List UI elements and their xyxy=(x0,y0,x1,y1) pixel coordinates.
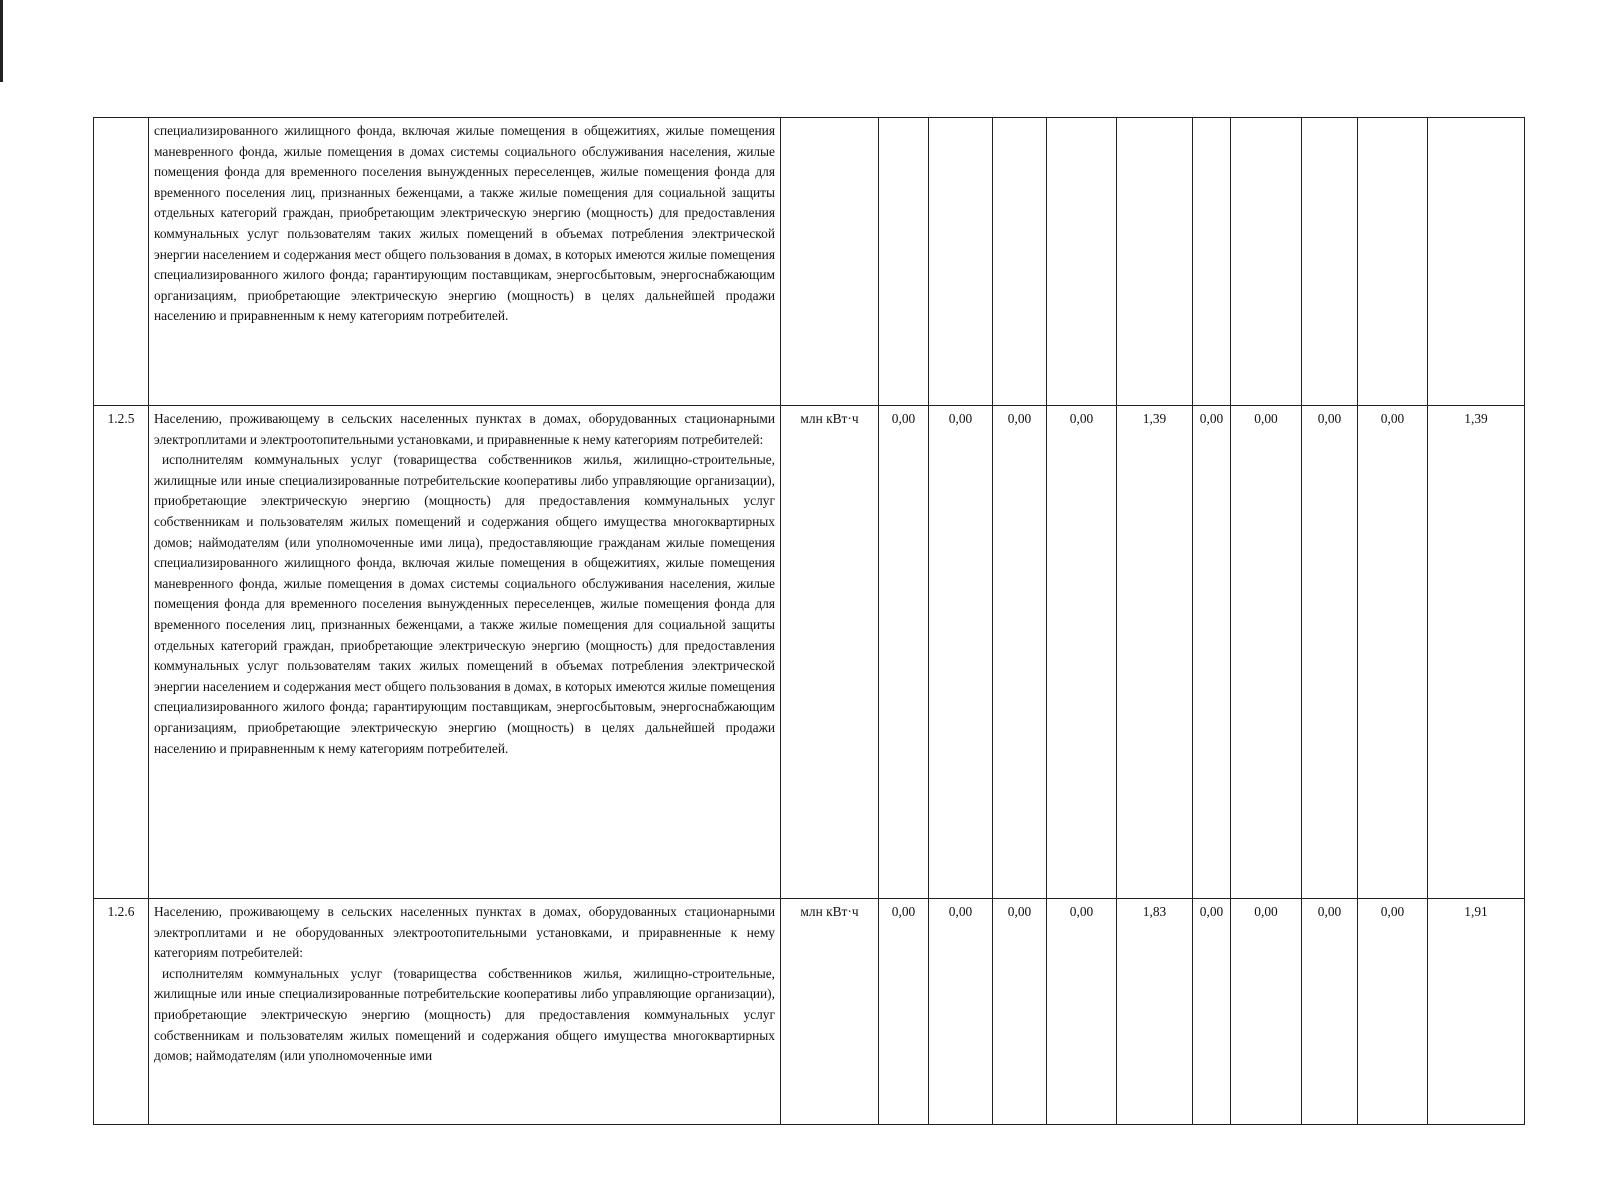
value-cell: 0,00 xyxy=(1302,899,1358,1125)
value-cell xyxy=(1117,118,1193,406)
value-cell: 0,00 xyxy=(1193,899,1231,1125)
row-number: 1.2.6 xyxy=(94,899,149,1125)
value-cell xyxy=(1358,118,1428,406)
value-cell xyxy=(1428,118,1525,406)
value-cell xyxy=(1231,118,1302,406)
value-cell: 0,00 xyxy=(1047,406,1117,899)
row-description xyxy=(149,118,781,406)
value-cell: 0,00 xyxy=(993,899,1047,1125)
value-cell xyxy=(879,118,929,406)
description-paragraph: исполнителям коммунальных услуг (товарищества собственников жилья, жилищно-строительные, жилищные или иные специализированные потребительские кооперативы либо управляющие организации), приобретающие электрическую энергию (мощность) для предоставления коммунальных услуг собственникам и пользователям жилых помещений и содержания общего имущества многоквартирных домов; наймодателям (или уполномоченные ими xyxy=(154,965,775,1064)
value-cell: 0,00 xyxy=(1193,406,1231,899)
value-cell xyxy=(929,118,993,406)
value-cell: 0,00 xyxy=(1231,899,1302,1125)
description-paragraph: исполнителям коммунальных услуг (товарищества собственников жилья, жилищно-строительные, жилищные или иные специализированные потребительские кооперативы либо управляющие организации), приобретающие электрическую энергию (мощность) для предоставления коммунальных услуг собственникам и пользователям жилых помещений и содержания общего имущества многоквартирных домов; наймодателям (или уполномоченные ими лица), предоставляющие гражданам жилые помещения специализированного жилищного фонда, включая жилые помещения в общежитиях, жилые помещения маневренного фонда, жилые помещения в домах системы социального обслуживания населения, жилые помещения фонда для временного поселения вынужденных переселенцев, жилые помещения фонда для временного поселения лиц, признанных беженцами, а также жилые помещения для социальной защиты отдельных категорий граждан, приобретающие электрическую энергию (мощность) для предоставления коммунальных услуг пользователям таких жилых помещений в объемах потребления электрической энергии населением и содержания мест общего пользования в домах, в которых имеются жилые помещения специализированного жилого фонда; гарантирующим поставщикам, энергосбытовым, энергоснабжающим организациям, приобретающие электрическую энергию (мощность) в целях дальнейшей продажи населению и приравненным к нему категориям потребителей. xyxy=(154,452,775,756)
value-cell: 0,00 xyxy=(1231,406,1302,899)
value-cell: 0,00 xyxy=(929,406,993,899)
row-description xyxy=(149,406,781,899)
row-number xyxy=(94,118,149,406)
value-cell: 0,00 xyxy=(929,899,993,1125)
row-description xyxy=(149,899,781,1125)
row-unit: млн кВт·ч xyxy=(781,406,879,899)
description-paragraph: специализированного жилищного фонда, включая жилые помещения в общежитиях, жилые помещения маневренного фонда, жилые помещения в домах системы социального обслуживания населения, жилые помещения фонда для временного поселения вынужденных переселенцев, жилые помещения фонда для временного поселения лиц, признанных беженцами, а также жилые помещения для социальной защиты отдельных категорий граждан, приобретающим электрическую энергию (мощность) для предоставления коммунальных услуг пользователям таких жилых помещений в объемах потребления электрической энергии населением и содержания мест общего пользования в домах, в которых имеются жилые помещения специализированного жилого фонда; гарантирующим поставщикам, энергосбытовым, энергоснабжающим организациям, приобретающие электрическую энергию (мощность) в целях дальнейшей продажи населению и приравненным к нему категориям потребителей. xyxy=(154,123,775,324)
table-row xyxy=(94,899,1525,1125)
value-cell: 0,00 xyxy=(1358,899,1428,1125)
value-cell: 0,00 xyxy=(1302,406,1358,899)
value-cell: 1,83 xyxy=(1117,899,1193,1125)
tariff-table xyxy=(93,117,1525,1125)
value-cell xyxy=(993,118,1047,406)
value-cell: 0,00 xyxy=(1358,406,1428,899)
description-paragraph: Населению, проживающему в сельских населенных пунктах в домах, оборудованных стационарными электроплитами и не оборудованных электроотопительными установками, и приравненные к нему категориям потребителей: xyxy=(154,904,775,961)
value-cell: 1,39 xyxy=(1428,406,1525,899)
row-unit: млн кВт·ч xyxy=(781,899,879,1125)
table-row xyxy=(94,406,1525,899)
value-cell xyxy=(1302,118,1358,406)
row-number: 1.2.5 xyxy=(94,406,149,899)
table-row xyxy=(94,118,1525,406)
row-unit xyxy=(781,118,879,406)
value-cell: 0,00 xyxy=(879,899,929,1125)
value-cell: 0,00 xyxy=(879,406,929,899)
value-cell xyxy=(1047,118,1117,406)
value-cell: 0,00 xyxy=(1047,899,1117,1125)
value-cell: 0,00 xyxy=(993,406,1047,899)
value-cell xyxy=(1193,118,1231,406)
value-cell: 1,91 xyxy=(1428,899,1525,1125)
scan-edge-mark xyxy=(0,0,3,82)
description-paragraph: Населению, проживающему в сельских населенных пунктах в домах, оборудованных стационарными электроплитами и электроотопительными установками, и приравненные к нему категориям потребителей: xyxy=(154,411,775,447)
value-cell: 1,39 xyxy=(1117,406,1193,899)
